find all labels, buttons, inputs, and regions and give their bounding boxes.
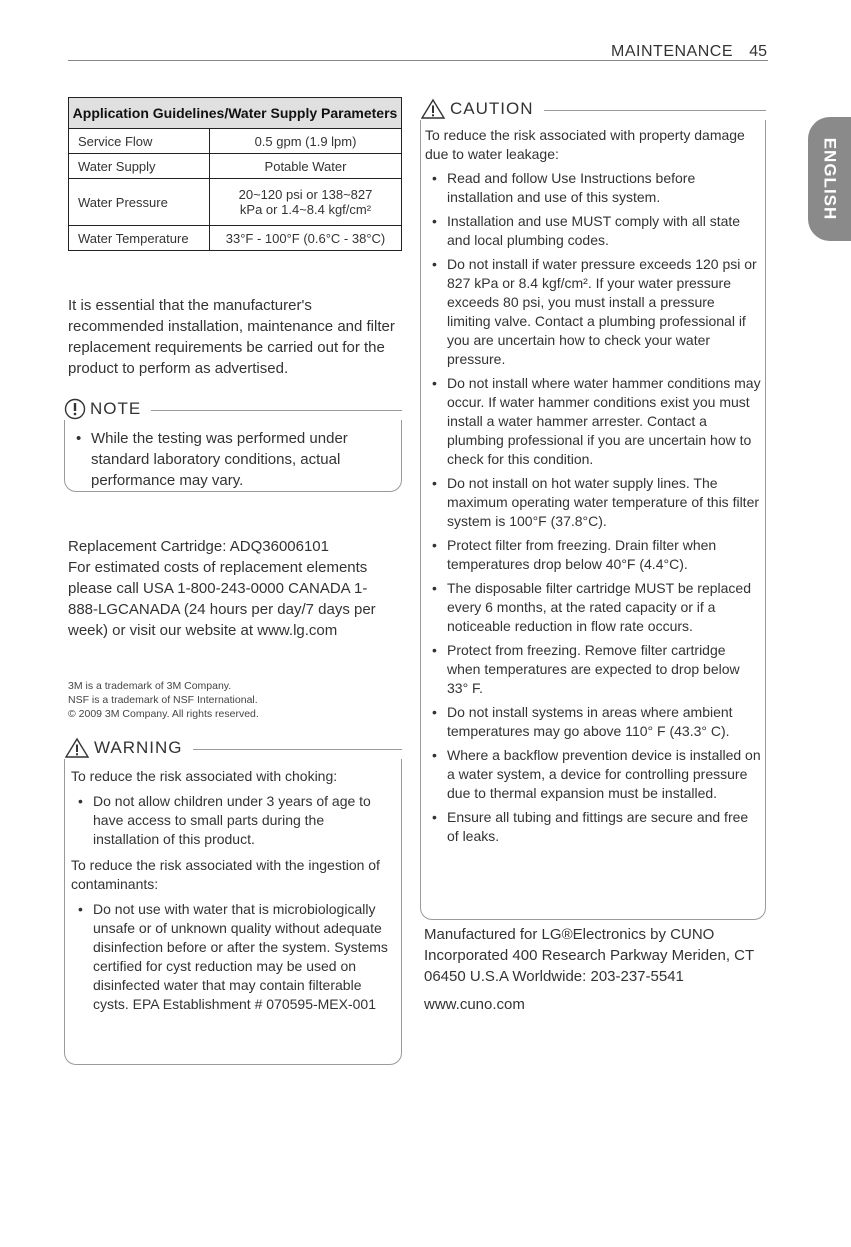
table-header-row [69, 98, 402, 129]
warning-item: • Do not use with water that is microbiologically unsafe or of unknown quality without adequate disinfection before or after the system. Systems certified for cyst reduction may be used on disinfected water that may contain filterable cysts. EPA Establishment # 070595-MEX-001 [71, 900, 391, 1014]
row-label: Water Temperature [69, 226, 210, 251]
table-row [69, 226, 402, 251]
note-box [64, 398, 402, 492]
caution-item: • Where a backflow prevention device is installed on a water system, a device for controlling pressure due to thermal expansion must be installed. [425, 746, 761, 803]
copyright-line: © 2009 3M Company. All rights reserved. [68, 708, 259, 720]
row-label: Water Pressure [69, 179, 210, 226]
caution-item: • Do not install where water hammer conditions may occur. If water hammer conditions exist you must install a water hammer arrester. Contact a plumbing professional if you are uncertain how to check for this condition. [425, 374, 761, 469]
note-title: NOTE [90, 399, 142, 418]
caution-item: • Read and follow Use Instructions before installation and use of this system. [425, 169, 761, 207]
replacement-cartridge: Replacement Cartridge: ADQ36006101 [68, 538, 329, 555]
row-value [210, 179, 402, 226]
warning-header [64, 737, 402, 759]
row-value: 33°F - 100°F (0.6°C - 38°C) [210, 226, 402, 251]
row-value-line: kPa or 1.4~8.4 kgf/cm² [239, 202, 372, 217]
caution-item: • Protect from freezing. Remove filter cartridge when temperatures are expected to drop below 33° F. [425, 641, 761, 698]
row-value: 0.5 gpm (1.9 lpm) [210, 129, 402, 154]
caution-title: CAUTION [450, 99, 534, 118]
caution-item: • Installation and use MUST comply with all state and local plumbing codes. [425, 212, 761, 250]
water-supply-parameters-table [68, 97, 402, 251]
language-tab [808, 117, 851, 241]
note-header [64, 398, 402, 420]
note-body [64, 420, 402, 492]
warning-triangle-icon [64, 737, 90, 759]
caution-item: • Do not install on hot water supply lines. The maximum operating water temperature of this filter system is 100°F (37.8°C). [425, 474, 761, 531]
caution-item: • Ensure all tubing and fittings are secure and free of leaks. [425, 808, 761, 846]
language-tab-label: ENGLISH [820, 137, 840, 221]
row-label: Service Flow [69, 129, 210, 154]
warning-intro: To reduce the risk associated with the ingestion of contaminants: [71, 857, 380, 892]
trademark-line: NSF is a trademark of NSF International. [68, 694, 258, 706]
info-icon [64, 398, 86, 420]
caution-intro: To reduce the risk associated with property damage due to water leakage: [425, 127, 745, 162]
manufacturer-info: Manufactured for LG®Electronics by CUNO Incorporated 400 Research Parkway Meriden, CT 06450 U.S.A Worldwide: 203-237-5541 [424, 926, 754, 985]
row-value-line: 20~120 psi or 138~827 [238, 187, 373, 202]
replacement-contact: For estimated costs of replacement elements please call USA 1-800-243-0000 CANADA 1-888-LGCANADA (24 hours per day/7 days per week) or visit our website at www.lg.com [68, 559, 376, 639]
caution-item: • Do not install systems in areas where ambient temperatures may go above 110° F (43.3° C). [425, 703, 761, 741]
page-number: 45 [749, 43, 767, 60]
caution-divider [544, 110, 767, 111]
warning-item: • Do not allow children under 3 years of age to have access to small parts during the installation of this product. [71, 792, 391, 849]
caution-box [420, 98, 766, 920]
caution-item: • Protect filter from freezing. Drain filter when temperatures drop below 40°F (4.4°C). [425, 536, 761, 574]
warning-divider [193, 749, 402, 750]
trademark-notice [68, 679, 408, 721]
caution-body [420, 120, 766, 920]
caution-item: • The disposable filter cartridge MUST be replaced every 6 months, at the rated capacity or if a noticeable reduction in flow rate occurs. [425, 579, 761, 636]
caution-header [420, 98, 766, 120]
warning-box [64, 737, 402, 1065]
caution-item: • Do not install if water pressure exceeds 120 psi or 827 kPa or 8.4 kgf/cm². If your water pressure exceeds 80 psi, you must install a pressure limiting valve. Contact a plumbing professional if you are uncertain how to check your water pressure. [425, 255, 761, 369]
warning-body [64, 759, 402, 1065]
row-label: Water Supply [69, 154, 210, 179]
trademark-line: 3M is a trademark of 3M Company. [68, 680, 232, 692]
section-title: MAINTENANCE [611, 43, 733, 60]
note-divider [151, 410, 402, 411]
manufacturer-url: www.cuno.com [424, 996, 525, 1013]
header-divider [68, 60, 768, 61]
warning-triangle-icon [420, 98, 446, 120]
table-row [69, 129, 402, 154]
note-item: • While the testing was performed under standard laboratory conditions, actual performance may vary. [69, 428, 391, 491]
warning-title: WARNING [94, 738, 183, 757]
table-title: Application Guidelines/Water Supply Parameters [69, 98, 402, 129]
table-row [69, 179, 402, 226]
table-row [69, 154, 402, 179]
warning-intro: To reduce the risk associated with choking: [71, 768, 338, 784]
intro-paragraph: It is essential that the manufacturer's recommended installation, maintenance and filter replacement requirements be carried out for the product to perform as advertised. [68, 297, 395, 377]
row-value: Potable Water [210, 154, 402, 179]
